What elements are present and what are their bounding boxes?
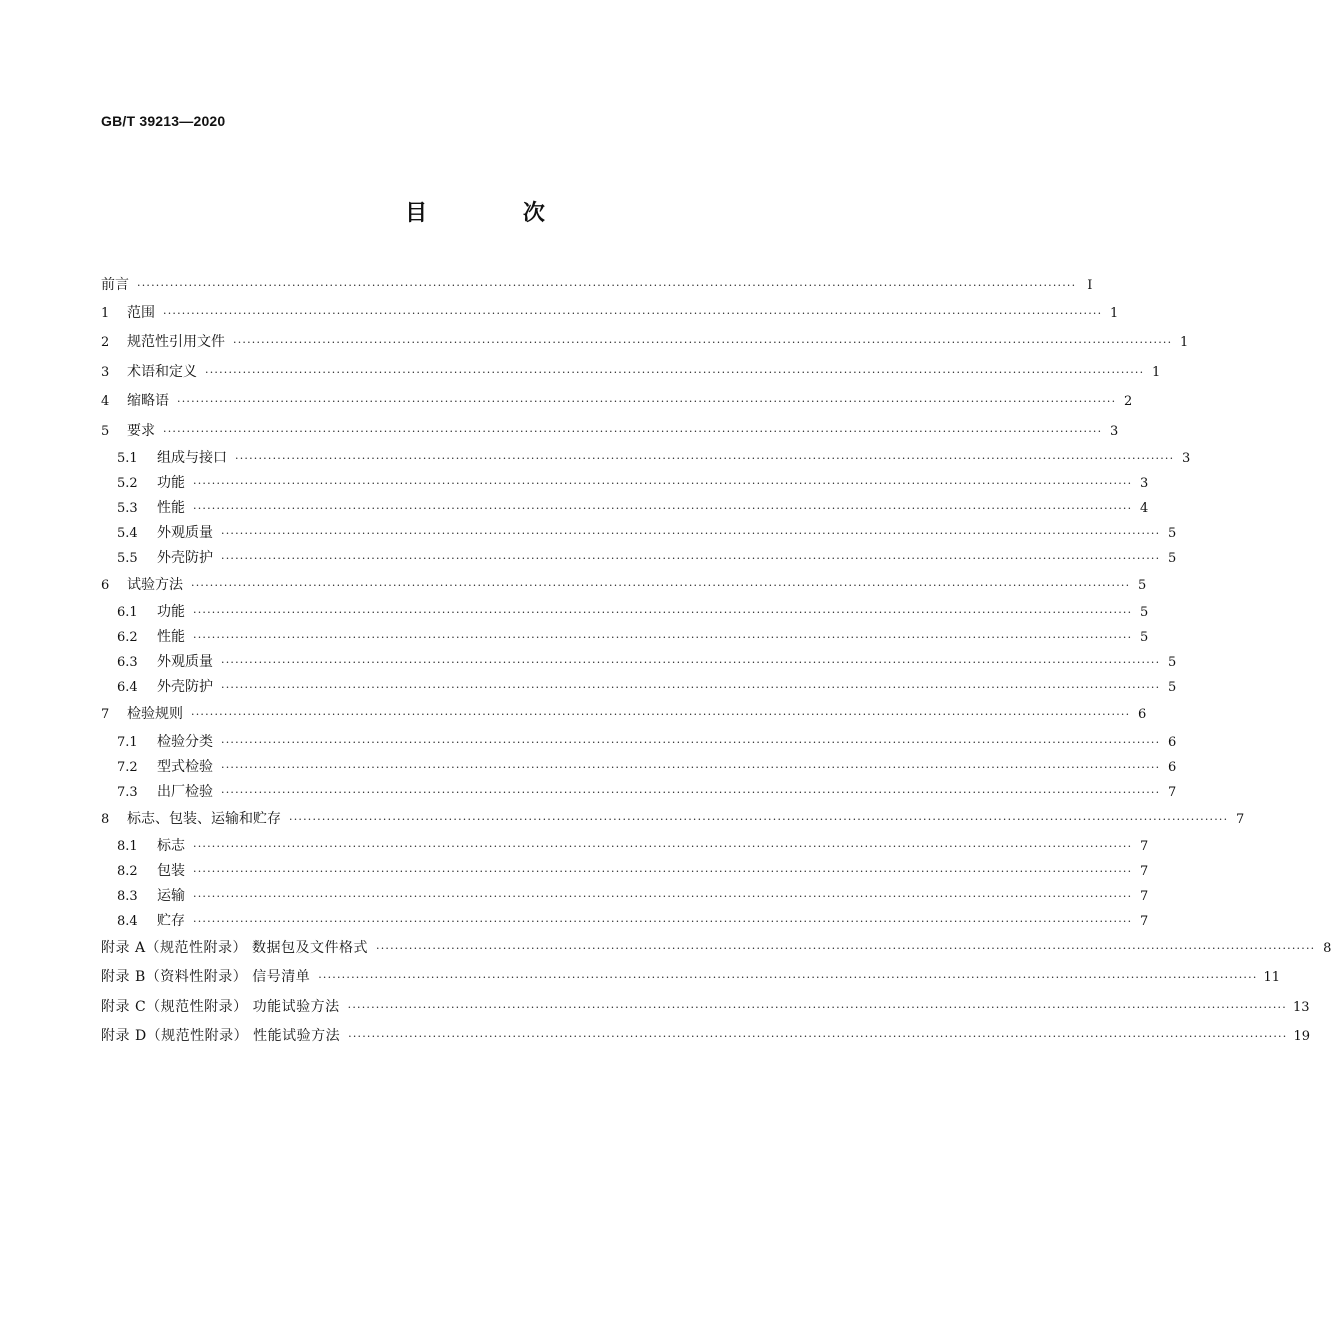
toc-entry-title: 范围	[127, 305, 155, 321]
toc-entry-number: 6.4	[117, 680, 138, 696]
toc-entry[interactable]	[101, 934, 1331, 963]
toc-entry-number: 5.4	[117, 525, 138, 541]
dot-leader: ········································································································································································································	[193, 606, 1133, 620]
toc-entry-title: 附录 C（规范性附录） 功能试验方法	[101, 998, 340, 1015]
dot-leader: ········································································································································································································	[193, 476, 1133, 490]
toc-entry[interactable]	[101, 834, 1149, 859]
toc-entry-page: 6	[1138, 707, 1147, 723]
toc-entry-page: 7	[1140, 864, 1149, 880]
toc-entry[interactable]	[101, 755, 1177, 780]
toc-entry-number: 1	[101, 306, 110, 321]
dot-leader: ········································································································································································································	[163, 424, 1103, 438]
toc-entry-page: 8	[1323, 941, 1331, 957]
toc-entry-number: 5	[101, 423, 110, 439]
toc-entry-title: 运输	[157, 888, 185, 905]
toc-entry-page: 5	[1140, 605, 1149, 621]
toc-entry[interactable]	[101, 884, 1149, 909]
toc-entry[interactable]	[101, 730, 1177, 755]
toc-entry-number: 6	[101, 577, 110, 593]
toc-entry-page: 3	[1140, 475, 1149, 491]
toc-entry-page: 5	[1168, 525, 1177, 541]
toc-entry-page: 6	[1168, 759, 1177, 775]
dot-leader: ········································································································································································································	[318, 971, 1258, 985]
toc-entry-number: 7.2	[117, 759, 138, 775]
dot-leader: ········································································································································································································	[163, 307, 1103, 320]
dot-leader: ········································································································································································································	[289, 812, 1229, 826]
toc-entry[interactable]	[101, 625, 1149, 650]
dot-leader: ········································································································································································································	[193, 631, 1133, 645]
toc-entry-number: 6.3	[117, 655, 138, 671]
dot-leader: ········································································································································································································	[221, 785, 1161, 799]
toc-entry-number: 7.1	[117, 734, 138, 750]
toc-entry-title: 附录 B（资料性附录） 信号清单	[101, 969, 311, 986]
dot-leader: ········································································································································································································	[221, 760, 1161, 774]
toc-entry-page: 19	[1293, 1029, 1310, 1045]
dot-leader: ········································································································································································································	[177, 395, 1117, 409]
toc-entry-number: 5.5	[117, 550, 138, 566]
toc-entry[interactable]	[101, 387, 1133, 416]
toc-entry-page: 5	[1138, 577, 1147, 593]
dot-leader: ········································································································································································································	[193, 840, 1133, 854]
toc-entry[interactable]	[101, 675, 1177, 700]
toc-entry[interactable]	[101, 859, 1149, 884]
dot-leader: ········································································································································································································	[137, 279, 1077, 292]
toc-entry-number: 8	[101, 811, 110, 827]
toc-entry-page: 3	[1110, 423, 1119, 439]
toc-entry-number: 6.1	[117, 605, 138, 621]
toc-entry[interactable]	[101, 299, 1119, 328]
toc-entry-number: 3	[101, 364, 110, 380]
toc-entry-title: 试验方法	[127, 576, 183, 593]
toc-entry-title: 规范性引用文件	[127, 334, 225, 351]
toc-heading: 目 次	[405, 201, 589, 226]
toc-entry-title: 前言	[101, 277, 129, 293]
toc-entry-number: 8.4	[117, 914, 138, 930]
dot-leader: ········································································································································································································	[193, 915, 1133, 929]
toc-entry-title: 功能	[157, 604, 185, 621]
toc-entry[interactable]	[101, 909, 1149, 934]
toc-entry-number: 5.3	[117, 500, 138, 516]
toc-entry-number: 4	[101, 394, 110, 410]
toc-entry-page: 4	[1140, 500, 1149, 516]
dot-leader: ········································································································································································································	[221, 735, 1161, 749]
toc-entry-title: 标志、包装、运输和贮存	[127, 810, 281, 827]
toc-entry[interactable]	[101, 446, 1191, 471]
toc-entry-title: 检验规则	[127, 706, 183, 723]
toc-entry-page: 11	[1263, 970, 1281, 986]
toc-entry-page: 7	[1140, 914, 1149, 930]
toc-entry-number: 7	[101, 707, 110, 723]
toc-entry[interactable]	[101, 963, 1281, 992]
toc-entry-page: 5	[1168, 550, 1177, 566]
dot-leader: ········································································································································································································	[221, 551, 1161, 565]
toc-entry[interactable]	[101, 521, 1177, 546]
toc-entry-page: 1	[1180, 335, 1189, 351]
toc-entry-number: 5.1	[117, 450, 138, 466]
toc-entry-page: 7	[1236, 811, 1245, 827]
toc-entry-page: 2	[1124, 394, 1133, 410]
dot-leader: ········································································································································································································	[193, 890, 1133, 904]
toc-entry-title: 功能	[157, 474, 185, 491]
toc-entry[interactable]	[101, 700, 1147, 729]
toc-entry-number: 8.2	[117, 864, 138, 880]
dot-leader: ········································································································································································································	[205, 365, 1145, 379]
toc-entry-title: 性能	[157, 629, 185, 646]
dot-leader: ········································································································································································································	[233, 336, 1173, 350]
toc-entry[interactable]	[101, 358, 1161, 387]
toc-entry-title: 标志	[157, 838, 185, 855]
toc-entry[interactable]	[101, 496, 1149, 521]
toc-entry-title: 外观质量	[157, 654, 213, 671]
toc-entry-page: 3	[1182, 450, 1191, 466]
dot-leader: ········································································································································································································	[191, 708, 1131, 722]
dot-leader: ········································································································································································································	[376, 942, 1316, 956]
toc-entry-title: 性能	[157, 499, 185, 516]
dot-leader: ········································································································································································································	[235, 451, 1175, 465]
dot-leader: ········································································································································································································	[221, 526, 1161, 540]
toc-entry-page: 7	[1140, 839, 1149, 855]
dot-leader: ········································································································································································································	[347, 1000, 1287, 1014]
toc-entry-number: 6.2	[117, 630, 138, 646]
toc-entry[interactable]	[101, 780, 1177, 805]
toc-entry-number: 8.3	[117, 889, 138, 905]
toc-entry-title: 出厂检验	[157, 783, 213, 800]
toc-entry-page: 5	[1140, 630, 1149, 646]
toc-entry-title: 术语和定义	[127, 363, 197, 380]
dot-leader: ········································································································································································································	[221, 681, 1161, 695]
toc-entry-title: 贮存	[157, 913, 185, 930]
toc-entry[interactable]	[101, 571, 1147, 600]
toc-entry-number: 7.3	[117, 784, 138, 800]
toc-entry[interactable]	[101, 272, 1093, 299]
toc-entry-number: 2	[101, 335, 110, 351]
toc-entry[interactable]	[101, 328, 1189, 357]
toc-entry-page: 5	[1168, 655, 1177, 671]
dot-leader: ········································································································································································································	[191, 578, 1131, 592]
toc-entry-title: 外壳防护	[157, 679, 213, 696]
table-of-contents	[101, 272, 1331, 1051]
toc-entry-page: 13	[1292, 999, 1310, 1015]
toc-entry-title: 附录 D（规范性附录） 性能试验方法	[101, 1028, 341, 1045]
toc-entry-page: 1	[1152, 364, 1161, 380]
dot-leader: ········································································································································································································	[193, 501, 1133, 515]
toc-entry-title: 要求	[127, 422, 155, 439]
dot-leader: ········································································································································································································	[221, 656, 1161, 670]
toc-entry[interactable]	[101, 600, 1149, 625]
toc-entry-page: 7	[1140, 889, 1149, 905]
toc-entry[interactable]	[101, 471, 1149, 496]
toc-entry-page: 5	[1168, 680, 1177, 696]
toc-entry[interactable]	[101, 546, 1177, 571]
toc-entry-number: 5.2	[117, 475, 138, 491]
toc-entry[interactable]	[101, 805, 1245, 834]
toc-entry-number: 8.1	[117, 839, 138, 855]
toc-entry-title: 组成与接口	[157, 449, 227, 466]
toc-entry[interactable]	[101, 993, 1310, 1022]
toc-entry-title: 检验分类	[157, 733, 213, 750]
toc-entry-page: 1	[1110, 306, 1119, 321]
toc-entry-title: 缩略语	[127, 393, 169, 410]
toc-entry-page: Ⅰ	[1087, 278, 1093, 293]
toc-entry-title: 附录 A（规范性附录） 数据包及文件格式	[101, 940, 369, 957]
dot-leader: ········································································································································································································	[193, 865, 1133, 879]
dot-leader: ········································································································································································································	[348, 1030, 1288, 1044]
toc-entry-title: 包装	[157, 863, 185, 880]
toc-entry-title: 型式检验	[157, 758, 213, 775]
toc-entry[interactable]	[101, 417, 1119, 446]
standard-code: GB/T 39213—2020	[101, 113, 226, 129]
toc-entry-title: 外壳防护	[157, 549, 213, 566]
toc-entry[interactable]	[101, 1022, 1310, 1051]
toc-entry-page: 7	[1168, 784, 1177, 800]
toc-entry[interactable]	[101, 650, 1177, 675]
toc-entry-title: 外观质量	[157, 524, 213, 541]
toc-entry-page: 6	[1168, 734, 1177, 750]
